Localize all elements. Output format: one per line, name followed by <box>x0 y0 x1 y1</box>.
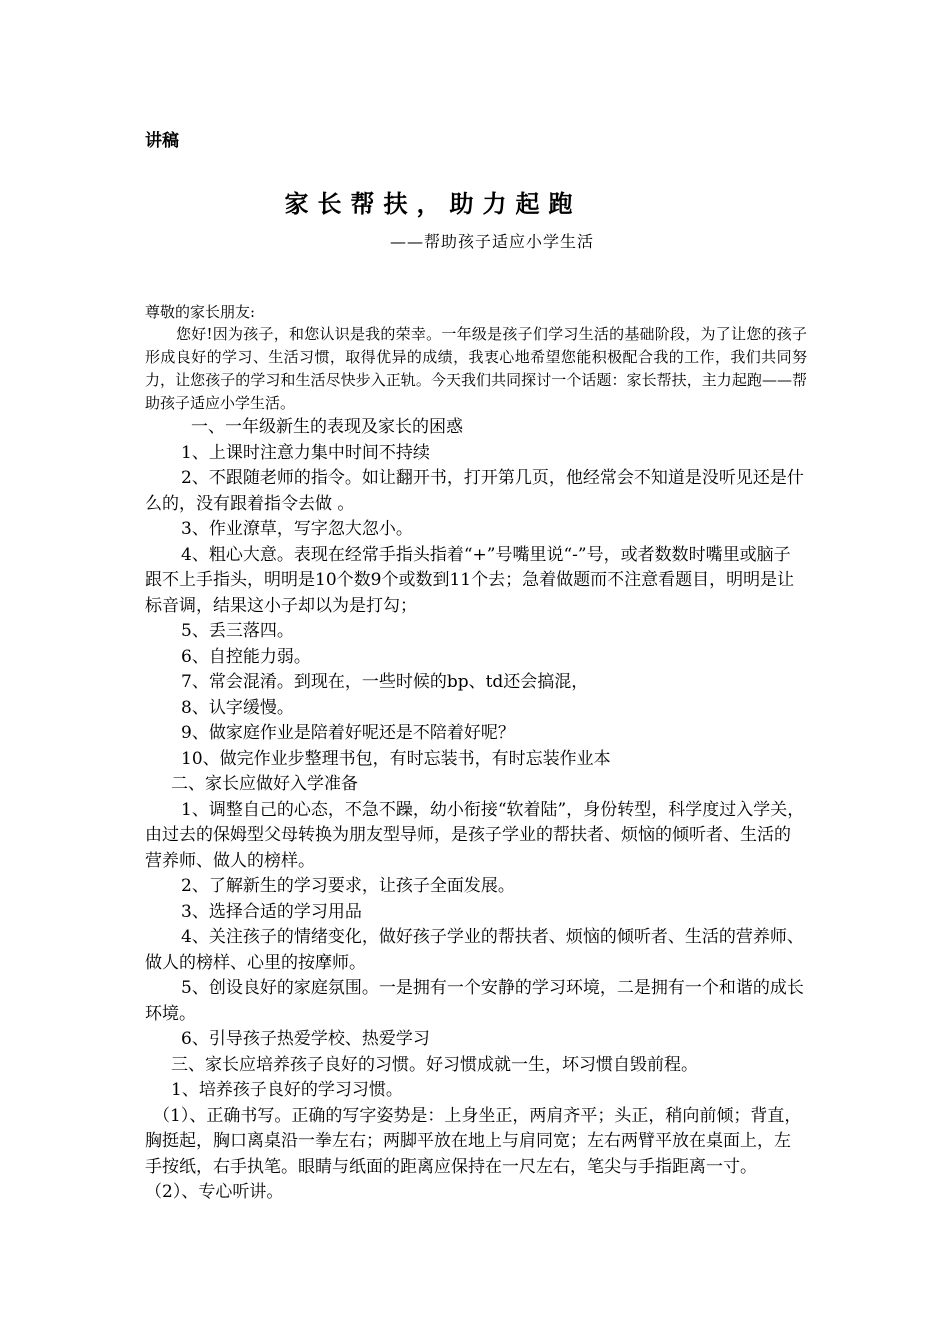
paragraph: 6、自控能力弱。 <box>181 646 311 667</box>
section-heading-1: 一、一年级新生的表现及家长的困惑 <box>191 417 463 437</box>
page-subtitle: ——帮助孩子适应小学生活 <box>390 232 595 251</box>
greeting: 尊敬的家长朋友: <box>145 303 256 321</box>
page-title: 家长帮扶，助力起跑 <box>284 189 582 218</box>
paragraph: 3、作业潦草，写字忽大忽小。 <box>181 519 413 539</box>
paragraph: 10、做完作业步整理书包，有时忘装书，有时忘装作业本 <box>181 748 611 769</box>
paragraph: （1）、正确书写。正确的写字姿势是：上身坐正，两肩齐平；头正，稍向前倾；背直，胸挺起，胸口离桌沿一拳左右；两脚平放在地上与肩同宽；左右两臂平放在桌面上，左手按纸，右手执笔。眼睛与纸面的距离应保持在一尺左右，笔尖与手指距离一寸。 <box>145 1105 802 1177</box>
paragraph: 1、培养孩子良好的学习习惯。 <box>171 1080 403 1100</box>
paragraph: 2、不跟随老师的指令。如让翻开书，打开第几页，他经常会不知道是没听见还是什么的，没有跟着指令去做 。 <box>145 468 804 514</box>
intro-paragraph: 您好!因为孩子，和您认识是我的荣幸。一年级是孩子们学习生活的基础阶段，为了让您的孩子形成良好的学习、生活习惯，取得优异的成绩，我衷心地希望您能积极配合我的工作，我们共同努力，让您孩子的学习和生活尽快步入正轨。今天我们共同探讨一个话题：家长帮扶，主力起跑——帮助孩子适应小学生活。 <box>145 325 807 412</box>
paragraph: 3、选择合适的学习用品 <box>181 901 362 922</box>
paragraph: （2）、专心听讲。 <box>145 1182 284 1202</box>
document-body <box>145 302 807 1206</box>
paragraph: 4、粗心大意。表现在经常手指头指着“+”号嘴里说“-”号，或者数数时嘴里或脑子跟不上手指头，明明是10个数9个或数到11个去；急着做题而不注意看题目，明明是让标音调，结果这小子却以为是打勾； <box>145 544 795 616</box>
paragraph: 4、关注孩子的情绪变化，做好孩子学业的帮扶者、烦恼的倾听者、生活的营养师、做人的榜样、心里的按摩师。 <box>145 927 804 973</box>
paragraph: 9、做家庭作业是陪着好呢还是不陪着好呢？ <box>181 723 515 743</box>
doc-label: 讲稿 <box>145 131 179 151</box>
paragraph: 1、调整自己的心态，不急不躁，幼小衔接“软着陆”，身份转型，科学度过入学关，由过去的保姆型父母转换为朋友型导师，是孩子学业的帮扶者、烦恼的倾听者、生活的营养师、做人的榜样。 <box>145 799 805 871</box>
paragraph: 5、丢三落四。 <box>181 621 294 641</box>
section-heading-2: 二、家长应做好入学准备 <box>171 774 358 794</box>
paragraph: 1、上课时注意力集中时间不持续 <box>181 442 430 463</box>
section-heading-3: 三、家长应培养孩子良好的习惯。好习惯成就一生，坏习惯自毁前程。 <box>171 1054 698 1075</box>
paragraph: 7、常会混淆。到现在，一些时候的bp、td还会搞混， <box>181 672 589 692</box>
paragraph: 5、创设良好的家庭氛围。一是拥有一个安静的学习环境，二是拥有一个和谐的成长环境。 <box>145 978 804 1024</box>
paragraph: 6、引导孩子热爱学校、热爱学习 <box>181 1029 430 1049</box>
paragraph: 8、认字缓慢。 <box>181 697 294 718</box>
paragraph: 2、了解新生的学习要求，让孩子全面发展。 <box>181 876 515 896</box>
